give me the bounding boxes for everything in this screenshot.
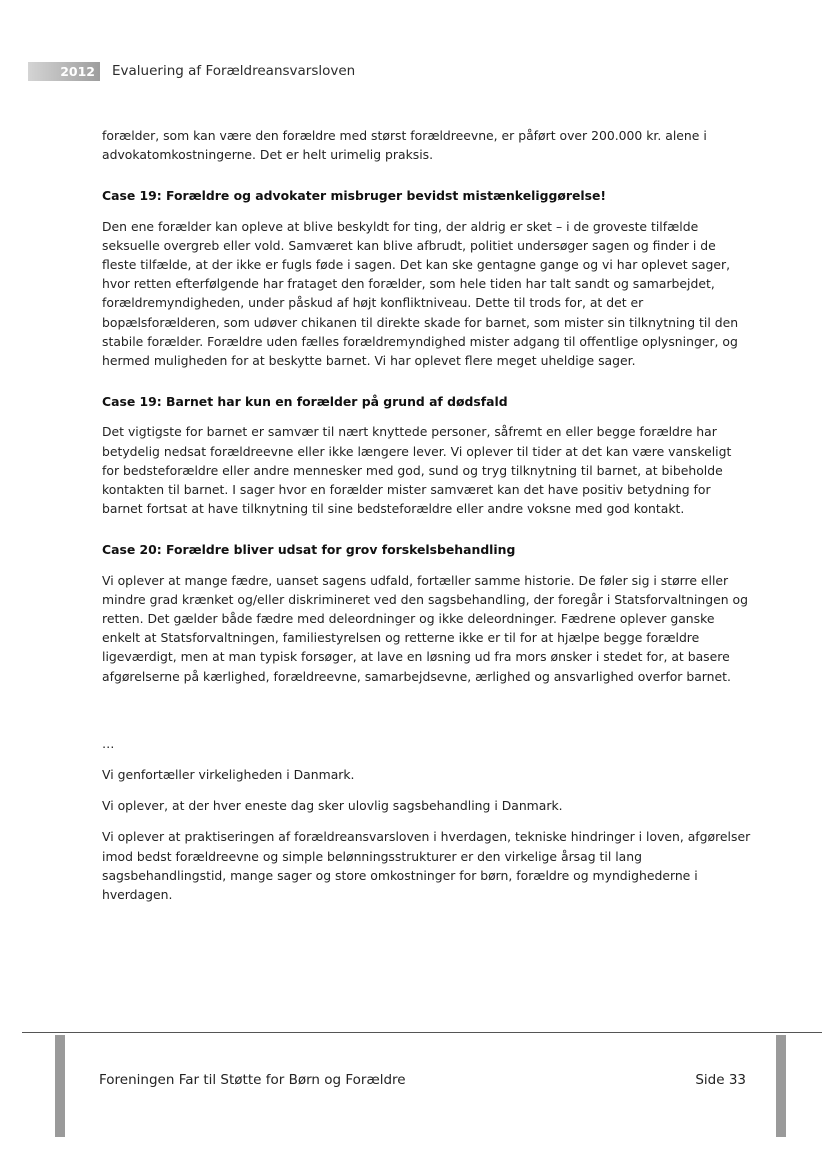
section-text-case-19a: Den ene forælder kan opleve at blive beskyldt for ting, der aldrig er sket – i de groveste tilfælde seksuelle overgreb eller vold. Samværet kan blive afbrudt, politiet undersøger sagen og finder i de fleste tilfælde, at der ikke er fugls føde i sagen. Det kan ske gentagne gange og vi har oplevet sager, hvor retten efterfølgende har frataget den forælder, som hele tiden har talt sandt og samarbejdet, forældremyndigheden, under påskud af højt konfliktniveau. Dette til trods for, at det er bopælsforælderen, som udøver chikanen til direkte skade for barnet, som mister sin tilknytning til den stabile forælder. Forældre uden fælles forældremyndighed mister adgang til offentlige oplysninger, og hermed muligheden for at beskytte barnet. Vi har oplevet flere meget uheldige sager. [102, 218, 739, 369]
closing-paragraph-3: Vi oplever at praktiseringen af forældreansvarsloven i hverdagen, tekniske hindringer i loven, afgørelser imod bedst forældreevne og simple belønningsstrukturer er den virkelige årsag til lang sagsbehandlingstid, mange sager og store omkostninger for børn, forældre og myndighederne i hverdagen. [102, 829, 751, 903]
footer-divider [22, 1032, 822, 1033]
closing-paragraph-2: Vi oplever, at der hver eneste dag sker ulovlig sagsbehandling i Danmark. [102, 798, 563, 814]
page-body [102, 126, 752, 916]
page-header [28, 62, 355, 81]
page-number: Side 33 [695, 1072, 746, 1088]
year-badge: 2012 [28, 62, 100, 81]
ellipsis: … [102, 735, 115, 751]
footer-bar-right [776, 1035, 786, 1137]
section-text-case-19b: Det vigtigste for barnet er samvær til nært knyttede personer, såfremt en eller begge forældre har betydelig nedsat forældreevne eller ikke længere lever. Vi oplever til tider at det kan være vanskeligt for bedsteforældre eller andre mennesker med god, sund og tryg tilknytning til barnet, at bibeholde kontakten til barnet. I sager hvor en forælder mister samværet kan det have positiv betydning for barnet fortsat at have tilknytning til sine bedsteforældre eller andre voksne med god kontakt. [102, 424, 732, 517]
section-heading-case-19b: Case 19: Barnet har kun en forælder på grund af dødsfald [102, 394, 508, 410]
footer-bar-left [55, 1035, 65, 1137]
section-text-case-20: Vi oplever at mange fædre, uanset sagens udfald, fortæller samme historie. De føler sig i større eller mindre grad krænket og/eller diskrimineret ved den sagsbehandling, der foregår i Statsforvaltningen og retten. Det gælder både fædre med deleordninger og ikke deleordninger. Fædrene oplever ganske enkelt at Statsforvaltningen, familiestyrelsen og retterne ikke er til for at hjælpe begge forældre ligeværdigt, men at man typisk forsøger, at lave en løsning ud fra mors ønsker i stedet for, at basere afgørelserne på kærlighed, forældreevne, samarbejdsevne, ærlighed og ansvarlighed overfor barnet. [102, 572, 748, 684]
section-heading-case-20: Case 20: Forældre bliver udsat for grov forskelsbehandling [102, 542, 516, 558]
closing-paragraph-1: Vi genfortæller virkeligheden i Danmark. [102, 767, 355, 783]
section-heading-case-19a: Case 19: Forældre og advokater misbruger bevidst mistænkeliggørelse! [102, 188, 607, 204]
document-title: Evaluering af Forældreansvarsloven [112, 63, 356, 79]
footer-organization: Foreningen Far til Støtte for Børn og Forældre [99, 1072, 406, 1088]
intro-paragraph: forælder, som kan være den forældre med størst forældreevne, er påført over 200.000 kr. alene i advokatomkostningerne. Det er helt urimelig praksis. [102, 128, 707, 163]
